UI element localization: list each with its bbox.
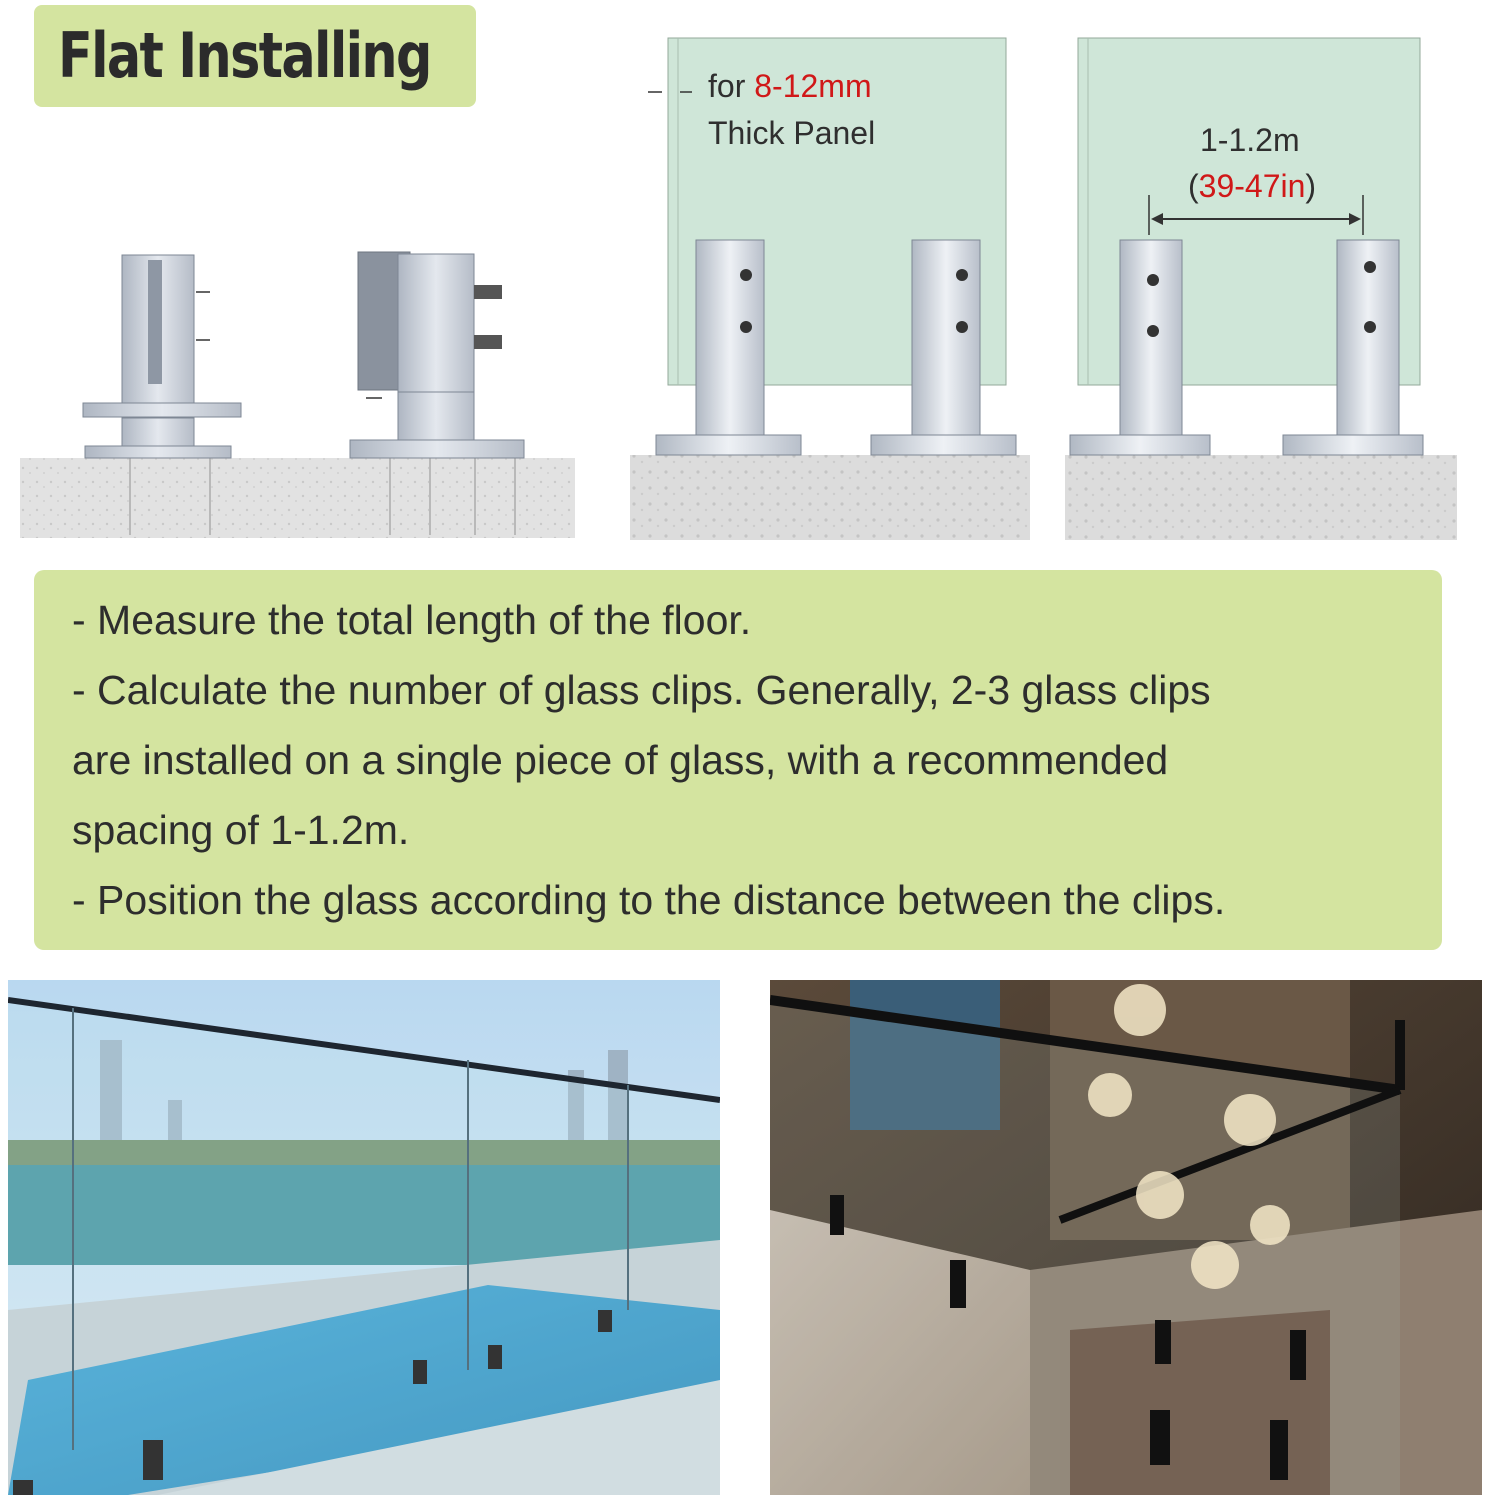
spacing-imperial-label bbox=[1188, 168, 1316, 205]
page-title: Flat Installing bbox=[58, 19, 431, 92]
panel-thickness-diagram bbox=[630, 35, 1030, 540]
instruction-line: spacing of 1-1.2m. bbox=[72, 807, 410, 853]
thick-panel-label: Thick Panel bbox=[708, 115, 876, 151]
thickness-value: 8-12mm bbox=[754, 68, 872, 104]
stair-railing-photo bbox=[770, 980, 1482, 1495]
instruction-line: - Position the glass according to the distance between the clips. bbox=[72, 877, 1226, 923]
spacing-close-paren: ) bbox=[1305, 168, 1317, 204]
thickness-prefix: for bbox=[708, 68, 755, 104]
title-banner bbox=[34, 5, 476, 107]
clip-spacing-diagram bbox=[1065, 35, 1457, 540]
spacing-metric-label: 1-1.2m bbox=[1200, 122, 1300, 158]
pool-railing-photo bbox=[8, 980, 720, 1495]
instruction-line: - Calculate the number of glass clips. Generally, 2-3 glass clips bbox=[72, 667, 1211, 713]
instruction-line: - Measure the total length of the floor. bbox=[72, 597, 752, 643]
spacing-open-paren: ( bbox=[1188, 168, 1199, 204]
panel-thickness-label bbox=[708, 68, 872, 105]
instruction-line: are installed on a single piece of glass, with a recommended bbox=[72, 737, 1169, 783]
instructions-panel bbox=[34, 570, 1442, 950]
spacing-imperial-value: 39-47in bbox=[1198, 168, 1306, 204]
clamp-diagram bbox=[20, 240, 575, 540]
